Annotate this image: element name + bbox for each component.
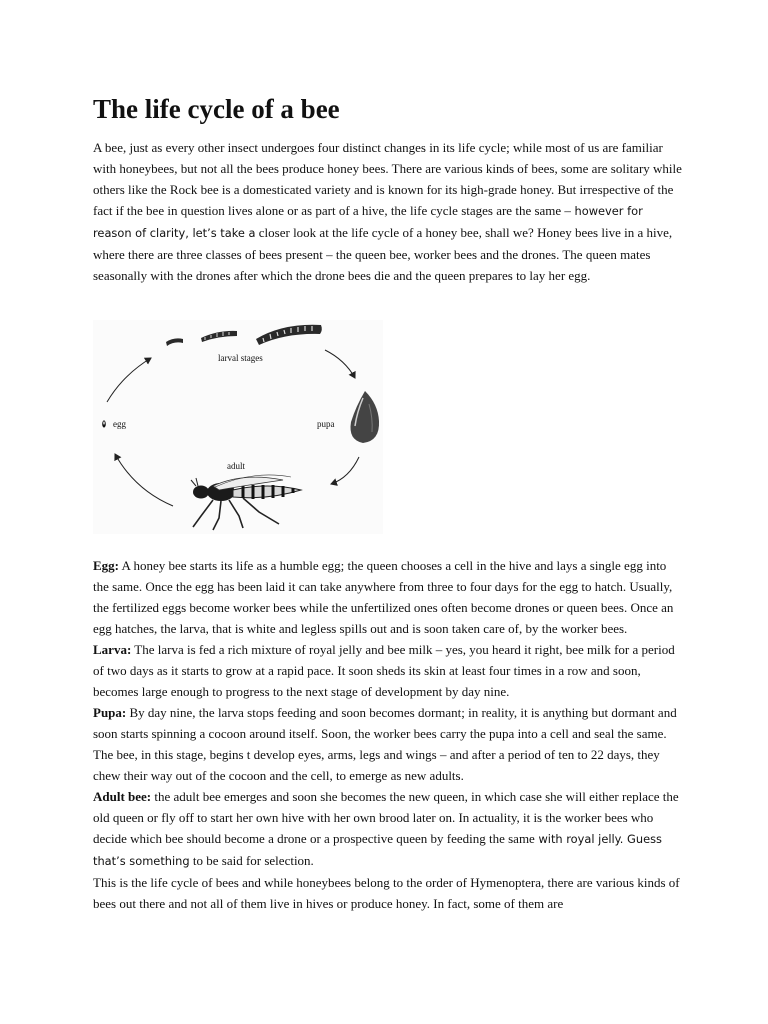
pupa-heading: Pupa: xyxy=(93,705,127,720)
larva-medium-icon xyxy=(201,331,237,342)
arrow-larva-to-pupa xyxy=(325,350,355,378)
intro-text-2: however for reason of clarity, let’s take a xyxy=(93,204,643,240)
larval-stages-label: larval stages xyxy=(218,353,263,363)
pupa-section xyxy=(93,702,683,786)
pupa-label: pupa xyxy=(317,419,335,429)
arrow-egg-to-larva xyxy=(107,358,151,402)
larva-section xyxy=(93,639,683,702)
arrow-pupa-to-adult xyxy=(331,457,359,484)
egg-icon xyxy=(102,420,106,427)
intro-text-1: A bee, just as every other insect undergoes four distinct changes in its life cycle; while most of us are familiar with honeybees, but not all the bees produce honey bees. There are various kinds of bees, some are solitary while others like the Rock bee is a domesticated variety and is known for its high-grade honey. But irrespective of the fact if the bee in question lives alone or as part of a hive, the life cycle stages are the same – xyxy=(93,140,682,218)
egg-text: A honey bee starts its life as a humble egg; the queen chooses a cell in the hive and lays a single egg into the same. Once the egg has been laid it can take anywhere from three to four days for the egg to hatch. Usually, the fertilized eggs become worker bees while the unfertilized ones often become drones or queen bees. Once an egg hatches, the larva, that is white and legless spills out and is soon taken care of, by the worker bees. xyxy=(93,558,674,636)
pupa-text: By day nine, the larva stops feeding and soon becomes dormant; in reality, it is anything but dormant and soon starts spinning a cocoon around itself. Soon, the worker bees carry the pupa into a cell and seal the same. The bee, in this stage, begins t develop eyes, arms, legs and wings – and after a period of ten to 22 days, they chew their way out of the cocoon and the cell, to emerge as new adults. xyxy=(93,705,677,783)
adult-bee-icon xyxy=(191,475,301,530)
arrow-adult-to-egg xyxy=(115,454,173,506)
adult-heading: Adult bee: xyxy=(93,789,152,804)
larva-heading: Larva: xyxy=(93,642,132,657)
stages-text xyxy=(93,555,683,914)
intro-paragraph xyxy=(93,137,683,286)
egg-section xyxy=(93,555,683,639)
bee-life-cycle-diagram xyxy=(93,320,383,534)
intro-text-3: closer look at the life cycle of a honey bee, shall we? Honey bees live in a hive, where there are three classes of bees present – the queen bee, worker bees and the drones. The queen mates seasonally with the drones after which the drone bees die and the queen prepares to lay her egg. xyxy=(93,225,673,283)
page-title: The life cycle of a bee xyxy=(93,94,340,124)
adult-text-tail: to be said for selection. xyxy=(189,853,314,868)
larva-text: The larva is fed a rich mixture of royal jelly and bee milk – yes, you heard it right, bee milk for a period of two days as it starts to grow at a rapid pace. It soon sheds its skin at least four times in a row and soon, becomes large enough to progress to the next stage of development by day nine. xyxy=(93,642,675,699)
pupa-icon xyxy=(351,391,380,443)
closing-paragraph: This is the life cycle of bees and while honeybees belong to the order of Hymenoptera, there are various kinds of bees out there and not all of them live in hives or produce honey. In fact, some of them are xyxy=(93,875,680,911)
larva-small-icon xyxy=(166,338,183,346)
adult-text-sans: with royal jelly. Guess that’s something xyxy=(93,832,662,868)
egg-label: egg xyxy=(113,419,126,429)
egg-heading: Egg: xyxy=(93,558,119,573)
adult-section xyxy=(93,786,683,872)
adult-text: the adult bee emerges and soon she becomes the new queen, in which case she will either replace the old queen or fly off to start her own hive with her own brood later on. In actuality, it is the worker bees who decide which bee should become a drone or a prospective queen by feeding the same xyxy=(93,789,679,846)
adult-label: adult xyxy=(227,461,245,471)
larva-large-icon xyxy=(256,325,322,345)
